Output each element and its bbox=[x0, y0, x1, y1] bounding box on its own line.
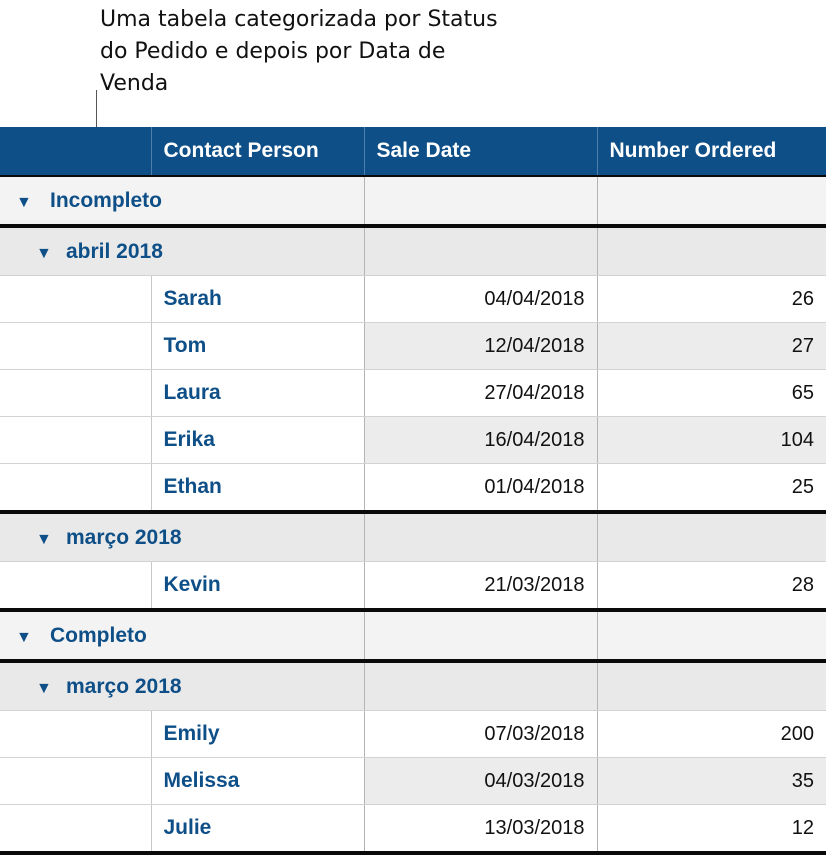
disclosure-triangle-down-icon[interactable]: ▼ bbox=[36, 244, 52, 262]
sale-date-cell[interactable]: 27/04/2018 bbox=[364, 370, 597, 417]
contact-person-cell[interactable]: Tom bbox=[151, 323, 364, 370]
sale-date-cell[interactable]: 01/04/2018 bbox=[364, 464, 597, 513]
contact-person-cell[interactable]: Melissa bbox=[151, 758, 364, 805]
callout-text: Uma tabela categorizada por Status do Pedido e depois por Data de Venda bbox=[100, 7, 498, 96]
table-row[interactable] bbox=[0, 370, 826, 417]
category-row[interactable] bbox=[0, 176, 826, 226]
table-row[interactable] bbox=[0, 464, 826, 513]
number-ordered-cell[interactable]: 104 bbox=[597, 417, 826, 464]
contact-person-cell[interactable]: Kevin bbox=[151, 562, 364, 611]
category-label: Incompleto bbox=[50, 188, 163, 212]
table-row[interactable] bbox=[0, 711, 826, 758]
contact-person-cell[interactable]: Laura bbox=[151, 370, 364, 417]
sale-date-cell[interactable]: 16/04/2018 bbox=[364, 417, 597, 464]
header-cell-empty[interactable] bbox=[0, 127, 151, 176]
table-row[interactable] bbox=[0, 276, 826, 323]
contact-person-cell[interactable]: Ethan bbox=[151, 464, 364, 513]
sale-date-cell[interactable]: 13/03/2018 bbox=[364, 805, 597, 854]
category-label: Completo bbox=[50, 623, 147, 647]
subcategory-label: março 2018 bbox=[66, 674, 182, 698]
category-row[interactable] bbox=[0, 610, 826, 661]
subcategory-row[interactable] bbox=[0, 661, 826, 711]
header-row bbox=[0, 127, 826, 176]
disclosure-triangle-down-icon[interactable]: ▼ bbox=[16, 628, 32, 646]
sale-date-cell[interactable]: 07/03/2018 bbox=[364, 711, 597, 758]
number-ordered-cell[interactable]: 12 bbox=[597, 805, 826, 854]
table-row[interactable] bbox=[0, 323, 826, 370]
subcategory-row[interactable] bbox=[0, 512, 826, 562]
contact-person-cell[interactable]: Erika bbox=[151, 417, 364, 464]
number-ordered-cell[interactable]: 200 bbox=[597, 711, 826, 758]
sale-date-cell[interactable]: 04/03/2018 bbox=[364, 758, 597, 805]
table-row[interactable] bbox=[0, 805, 826, 854]
subcategory-label: março 2018 bbox=[66, 525, 182, 549]
sale-date-cell[interactable]: 12/04/2018 bbox=[364, 323, 597, 370]
number-ordered-cell[interactable]: 28 bbox=[597, 562, 826, 611]
header-number-ordered[interactable]: Number Ordered bbox=[597, 127, 826, 176]
sale-date-cell[interactable]: 21/03/2018 bbox=[364, 562, 597, 611]
subcategory-label: abril 2018 bbox=[66, 239, 163, 263]
sale-date-cell[interactable]: 04/04/2018 bbox=[364, 276, 597, 323]
number-ordered-cell[interactable]: 25 bbox=[597, 464, 826, 513]
table-row[interactable] bbox=[0, 417, 826, 464]
contact-person-cell[interactable]: Emily bbox=[151, 711, 364, 758]
number-ordered-cell[interactable]: 27 bbox=[597, 323, 826, 370]
number-ordered-cell[interactable]: 65 bbox=[597, 370, 826, 417]
header-contact-person[interactable]: Contact Person bbox=[151, 127, 364, 176]
disclosure-triangle-down-icon[interactable]: ▼ bbox=[36, 530, 52, 548]
header-sale-date[interactable]: Sale Date bbox=[364, 127, 597, 176]
contact-person-cell[interactable]: Julie bbox=[151, 805, 364, 854]
disclosure-triangle-down-icon[interactable]: ▼ bbox=[16, 193, 32, 211]
number-ordered-cell[interactable]: 35 bbox=[597, 758, 826, 805]
table-row[interactable] bbox=[0, 758, 826, 805]
number-ordered-cell[interactable]: 26 bbox=[597, 276, 826, 323]
subcategory-row[interactable] bbox=[0, 226, 826, 276]
contact-person-cell[interactable]: Sarah bbox=[151, 276, 364, 323]
disclosure-triangle-down-icon[interactable]: ▼ bbox=[36, 679, 52, 697]
table-row[interactable] bbox=[0, 562, 826, 611]
categorized-table bbox=[0, 127, 826, 855]
